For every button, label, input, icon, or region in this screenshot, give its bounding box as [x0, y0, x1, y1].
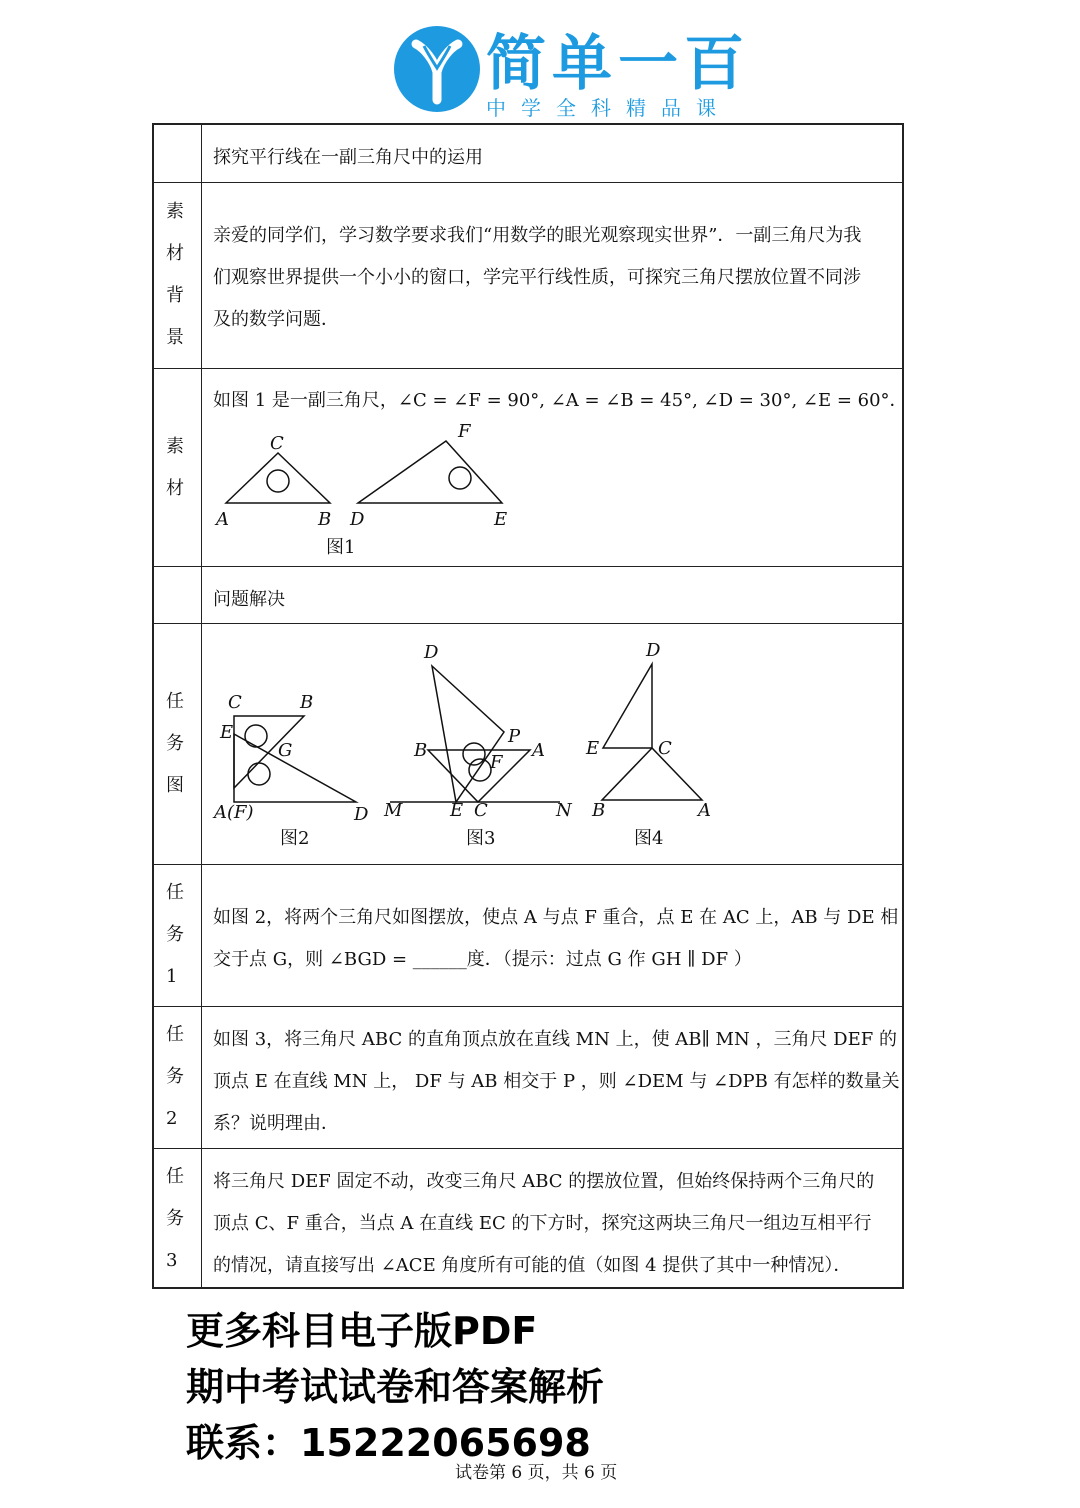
point-label: D — [424, 642, 439, 663]
point-label: B — [300, 692, 314, 713]
point-label: C — [658, 738, 672, 759]
task-2-text — [213, 1007, 900, 1148]
point-label: C — [474, 800, 488, 821]
task-2-row — [154, 1007, 902, 1149]
label-char: 景 — [166, 327, 184, 348]
point-label: M — [384, 800, 403, 821]
text-line: 亲爱的同学们，学习数学要求我们“用数学的眼光观察现实世界”．一副三角尺为我 — [213, 225, 862, 246]
triangle-hole — [267, 470, 289, 492]
point-label: A — [216, 509, 229, 530]
triangle-45 — [226, 453, 330, 503]
label-char: 3 — [166, 1250, 178, 1271]
row-label — [154, 567, 202, 623]
label-char: 任 — [166, 1166, 184, 1187]
point-label: G — [278, 740, 293, 761]
point-label: D — [350, 509, 365, 530]
row-label — [154, 1149, 202, 1287]
point-label: B — [414, 740, 428, 761]
figure-caption: 图4 — [634, 828, 664, 849]
row-label — [154, 865, 202, 1006]
row-label — [154, 624, 202, 864]
figure-caption: 图3 — [466, 828, 496, 849]
point-label: B — [318, 509, 332, 530]
label-char: 材 — [166, 243, 184, 264]
text-line: 顶点 E 在直线 MN 上， DF 与 AB 相交于 P ，则 ∠DEM 与 ∠DPB 有怎样的数量关 — [213, 1071, 900, 1092]
text-line: 们观察世界提供一个小小的窗口，学完平行线性质，可探究三角尺摆放位置不同涉 — [213, 267, 861, 288]
point-label: F — [490, 752, 503, 773]
point-label: B — [592, 800, 606, 821]
ad-line-1: 更多科目电子版PDF — [186, 1309, 538, 1353]
label-char: 务 — [166, 924, 184, 945]
label-char: 任 — [166, 691, 184, 712]
row-label — [154, 369, 202, 566]
row-label — [154, 125, 202, 182]
point-label: E — [494, 509, 508, 530]
ad-line-2: 期中考试试卷和答案解析 — [186, 1365, 605, 1409]
figure-2 — [234, 716, 356, 802]
label-char: 2 — [166, 1108, 178, 1129]
figure-caption: 图1 — [326, 537, 356, 558]
logo-title: 简单一百 — [486, 29, 750, 99]
label-char: 素 — [166, 436, 184, 457]
label-char: 务 — [166, 1208, 184, 1229]
point-label: D — [646, 640, 661, 661]
row-label — [154, 1007, 202, 1148]
figure-1 — [206, 417, 526, 567]
page-number: 试卷第 6 页，共 6 页 — [455, 1463, 618, 1483]
point-label: E — [586, 738, 600, 759]
angle-statement: 如图 1 是一副三角尺，∠C = ∠F = 90°, ∠A = ∠B = 45°, ∠D = 30°, ∠E = 60°． — [213, 390, 908, 411]
figure-3 — [390, 666, 560, 802]
task-3-text — [213, 1149, 892, 1287]
background-row — [154, 183, 902, 369]
text-line: 的情况，请直接写出 ∠ACE 角度所有可能的值（如图 4 提供了其中一种情况）． — [213, 1255, 852, 1276]
label-char: 材 — [166, 478, 184, 499]
text-line: 交于点 G，则 ∠BGD = ______度．（提示：过点 G 作 GH ∥ DF ） — [213, 949, 752, 970]
worksheet-table — [152, 123, 908, 1289]
task-1-text — [213, 865, 899, 1006]
point-label: A(F) — [214, 802, 254, 823]
point-label: C — [228, 692, 242, 713]
text-line: 及的数学问题． — [213, 309, 339, 330]
label-char: 务 — [166, 733, 184, 754]
logo-subtitle: 中学全科精品课 — [486, 96, 731, 120]
label-char: 背 — [166, 285, 184, 306]
point-label: P — [508, 726, 521, 747]
label-char: 图 — [166, 775, 184, 796]
task-3-row — [154, 1149, 902, 1287]
y-sprout-icon — [394, 26, 480, 112]
label-char: 务 — [166, 1066, 184, 1087]
text-line: 如图 2，将两个三角尺如图摆放，使点 A 与点 F 重合，点 E 在 AC 上，AB 与 DE 相 — [213, 907, 899, 928]
text-line: 系？说明理由． — [213, 1113, 339, 1134]
title-row — [154, 125, 902, 183]
row-label — [154, 183, 202, 368]
figure-4 — [602, 664, 702, 800]
text-line: 顶点 C、F 重合，当点 A 在直线 EC 的下方时，探究这两块三角尺一组边互相平行 — [213, 1213, 872, 1234]
background-text — [213, 183, 892, 368]
point-label: A — [698, 800, 711, 821]
point-label: A — [532, 740, 545, 761]
label-char: 1 — [166, 966, 178, 987]
figure-caption: 图2 — [280, 828, 310, 849]
section-title: 探究平行线在一副三角尺中的运用 — [213, 147, 483, 168]
triangle-hole — [449, 467, 471, 489]
task-figures-row — [154, 624, 902, 865]
triangle-30-60 — [358, 441, 502, 503]
section-title: 问题解决 — [213, 589, 285, 610]
label-char: 任 — [166, 882, 184, 903]
point-label: F — [458, 421, 471, 442]
text-line: 如图 3，将三角尺 ABC 的直角顶点放在直线 MN 上，使 AB∥ MN ，三角尺 DEF 的 — [213, 1029, 897, 1050]
label-char: 任 — [166, 1024, 184, 1045]
task-1-row — [154, 865, 902, 1007]
point-label: E — [220, 722, 234, 743]
point-label: N — [556, 800, 572, 821]
point-label: C — [270, 433, 284, 454]
point-label: E — [450, 800, 464, 821]
point-label: D — [354, 804, 369, 825]
brand-logo — [394, 22, 754, 118]
material-row — [154, 369, 908, 567]
problem-row — [154, 567, 902, 624]
label-char: 素 — [166, 201, 184, 222]
text-line: 将三角尺 DEF 固定不动，改变三角尺 ABC 的摆放位置，但始终保持两个三角尺的 — [213, 1171, 875, 1192]
ad-contact: 联系：15222065698 — [186, 1421, 591, 1465]
